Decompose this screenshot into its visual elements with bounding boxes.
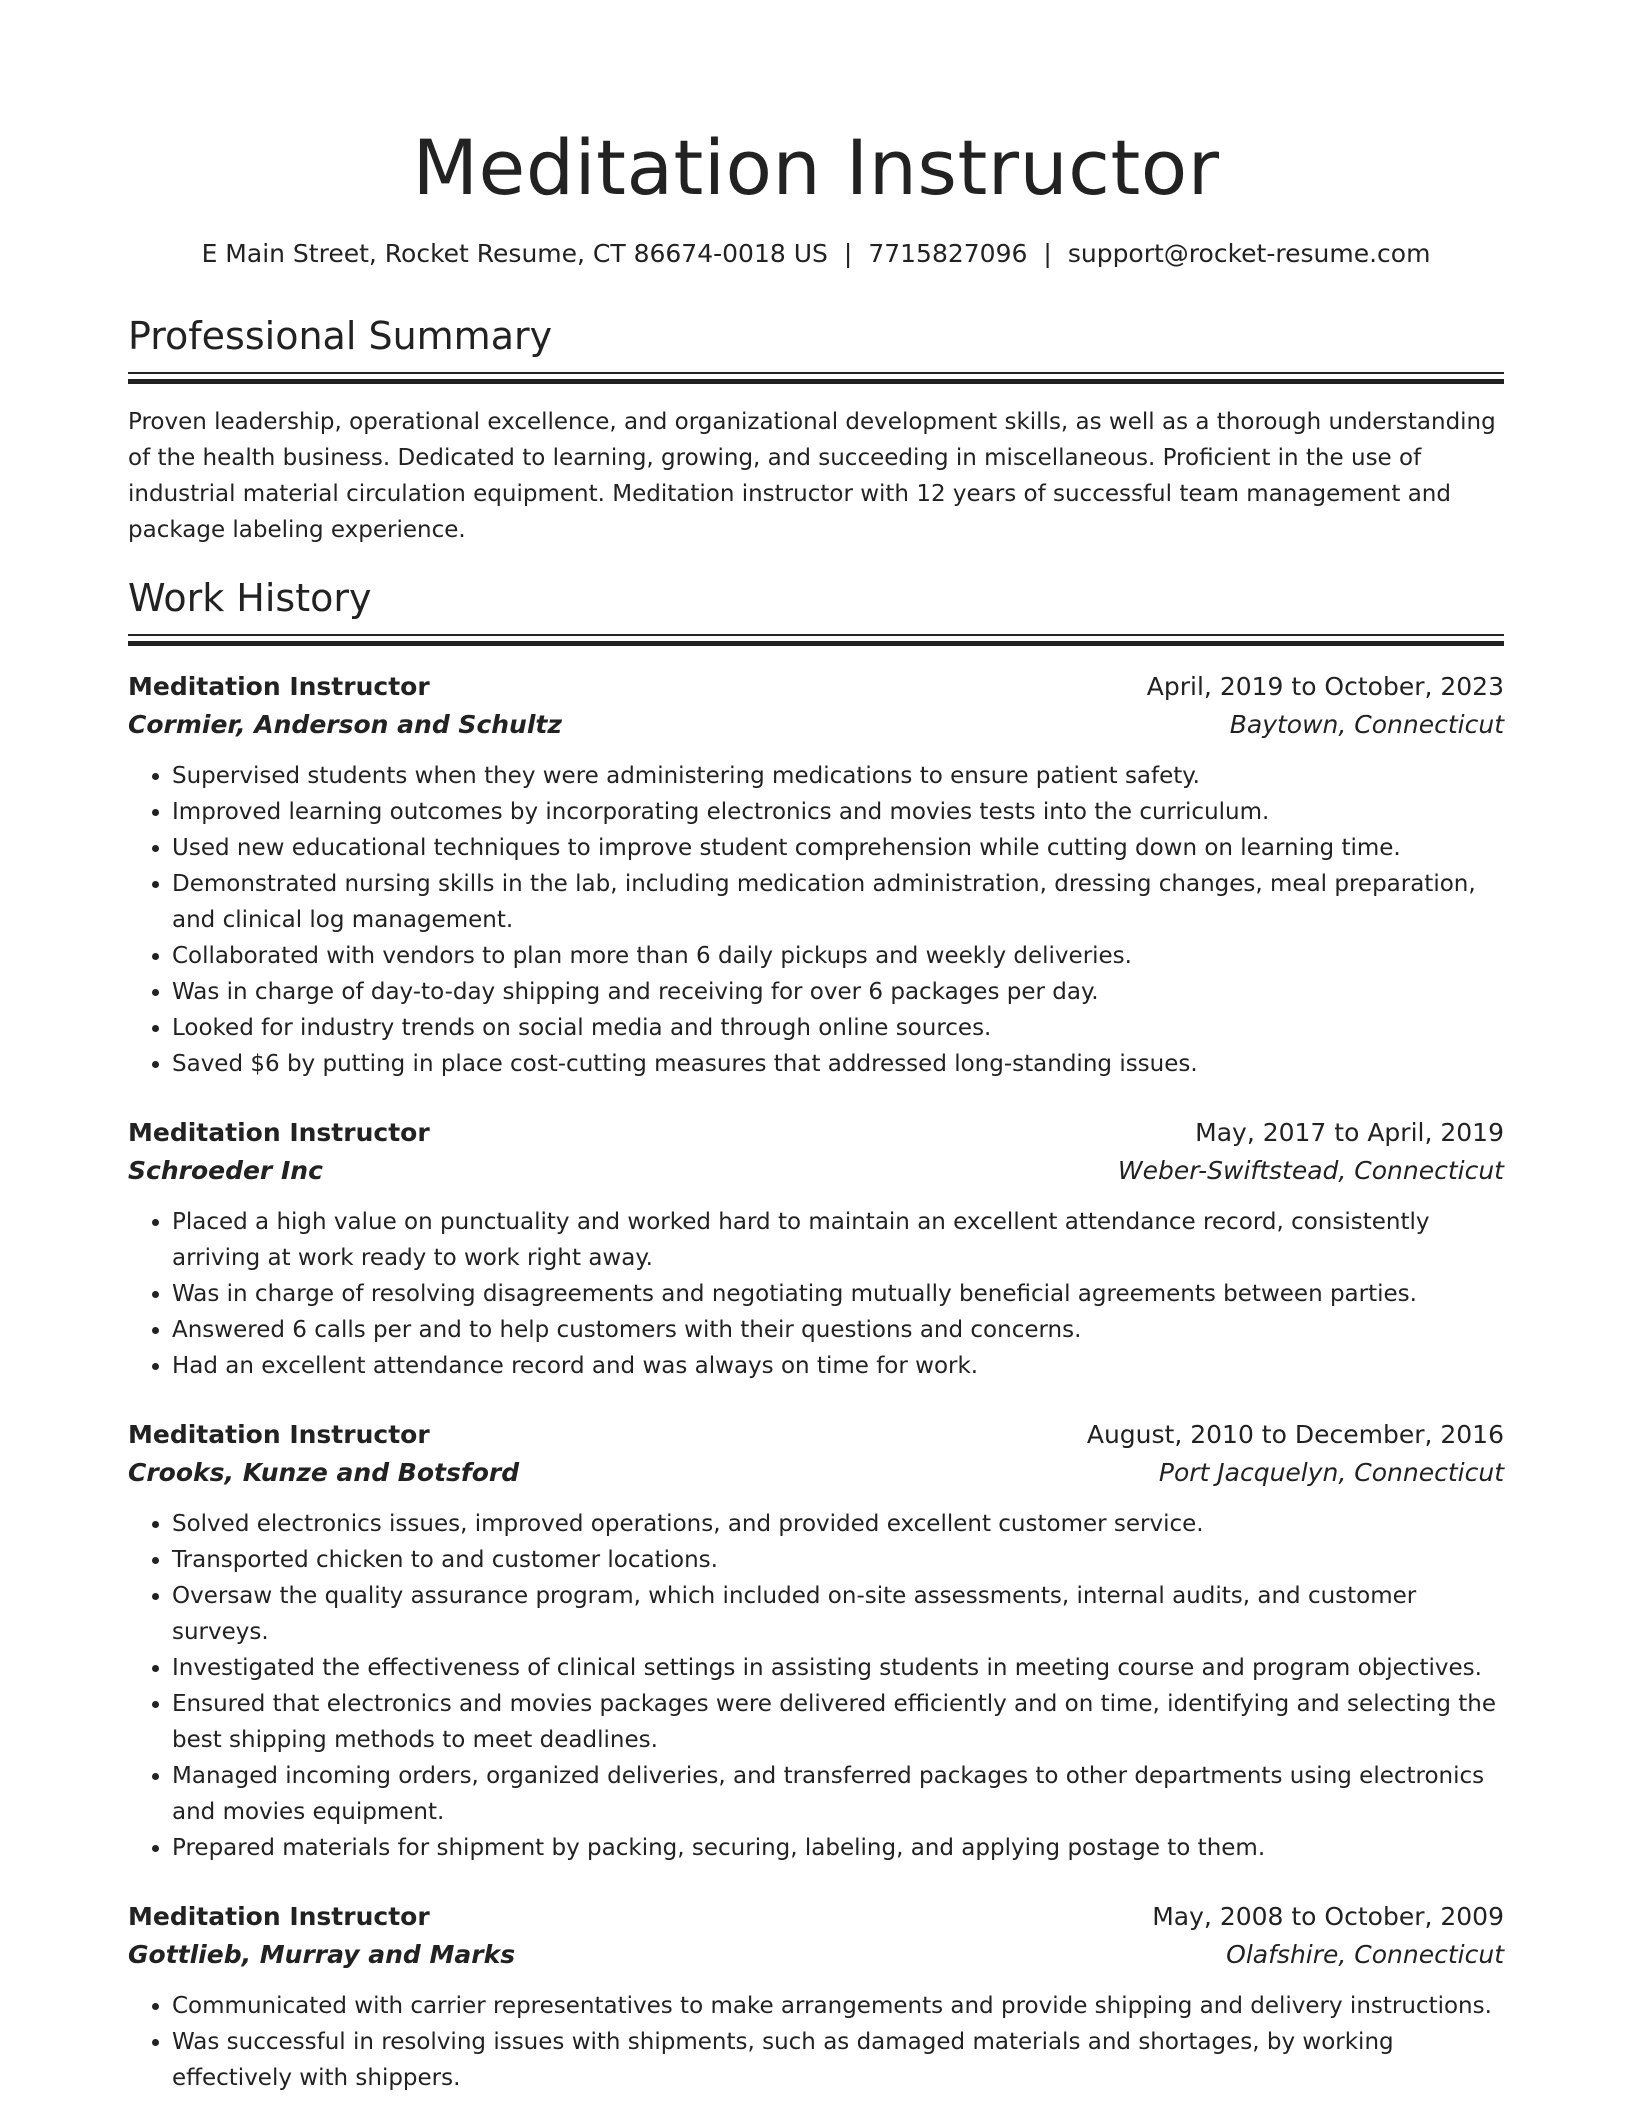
- contact-separator: |: [843, 239, 853, 268]
- list-item: • Ensured that electronics and movies packages were delivered efficiently and on time, identifying and selecting the best shipping methods to meet deadlines.: [172, 1686, 1504, 1758]
- job-bullets: [128, 1204, 1504, 1384]
- job-dates: May, 2017 to April, 2019: [1195, 1118, 1504, 1147]
- job-company: Crooks, Kunze and Botsford: [128, 1458, 520, 1487]
- list-item: • Solved electronics issues, improved operations, and provided excellent customer service.: [172, 1506, 1504, 1542]
- list-item: • Investigated the effectiveness of clinical settings in assisting students in meeting course and program objectives.: [172, 1650, 1504, 1686]
- contact-address: E Main Street, Rocket Resume, CT 86674-0018 US: [201, 239, 828, 268]
- job-title: Meditation Instructor: [128, 1420, 430, 1449]
- job-title: Meditation Instructor: [128, 1118, 430, 1147]
- list-item: • Managed incoming orders, organized deliveries, and transferred packages to other departments using electronics and movies equipment.: [172, 1758, 1504, 1830]
- job-dates: August, 2010 to December, 2016: [1086, 1420, 1504, 1449]
- job-entry: [128, 1898, 1504, 2096]
- section-divider: [128, 372, 1504, 386]
- list-item: • Was successful in resolving issues with shipments, such as damaged materials and shortages, by working effectively with shippers.: [172, 2024, 1504, 2096]
- contact-phone: 7715827096: [868, 239, 1028, 268]
- job-company-row: [128, 1936, 1504, 1974]
- job-header-row: [128, 668, 1504, 706]
- job-company: Gottlieb, Murray and Marks: [128, 1940, 516, 1969]
- job-company: Cormier, Anderson and Schultz: [128, 710, 562, 739]
- resume-name: Meditation Instructor: [412, 123, 1220, 212]
- job-entry: [128, 1416, 1504, 1866]
- contact-email: support@rocket-resume.com: [1067, 239, 1431, 268]
- section-title-work-history: Work History: [128, 576, 372, 620]
- list-item: • Answered 6 calls per and to help customers with their questions and concerns.: [172, 1312, 1504, 1348]
- job-location: Baytown, Connecticut: [1229, 710, 1504, 739]
- list-item: • Oversaw the quality assurance program, which included on-site assessments, internal audits, and customer surveys.: [172, 1578, 1504, 1650]
- job-company-row: [128, 1454, 1504, 1492]
- job-bullets: [128, 1988, 1504, 2096]
- job-company-row: [128, 706, 1504, 744]
- list-item: • Saved $6 by putting in place cost-cutting measures that addressed long-standing issues.: [172, 1046, 1504, 1082]
- resume-page: [128, 0, 1504, 2096]
- job-location: Port Jacquelyn, Connecticut: [1158, 1458, 1504, 1487]
- job-entry: [128, 668, 1504, 1082]
- list-item: • Prepared materials for shipment by packing, securing, labeling, and applying postage to them.: [172, 1830, 1504, 1866]
- list-item: • Used new educational techniques to improve student comprehension while cutting down on learning time.: [172, 830, 1504, 866]
- list-item: • Communicated with carrier representatives to make arrangements and provide shipping and delivery instructions.: [172, 1988, 1504, 2024]
- work-history-list: [128, 668, 1504, 2096]
- job-company: Schroeder Inc: [128, 1156, 323, 1185]
- list-item: • Had an excellent attendance record and was always on time for work.: [172, 1348, 1504, 1384]
- job-header-row: [128, 1114, 1504, 1152]
- list-item: • Was in charge of day-to-day shipping and receiving for over 6 packages per day.: [172, 974, 1504, 1010]
- list-item: • Looked for industry trends on social media and through online sources.: [172, 1010, 1504, 1046]
- list-item: • Supervised students when they were administering medications to ensure patient safety.: [172, 758, 1504, 794]
- list-item: • Demonstrated nursing skills in the lab, including medication administration, dressing changes, meal preparation, and clinical log management.: [172, 866, 1504, 938]
- job-bullets: [128, 758, 1504, 1082]
- list-item: • Was in charge of resolving disagreements and negotiating mutually beneficial agreements between parties.: [172, 1276, 1504, 1312]
- list-item: • Placed a high value on punctuality and worked hard to maintain an excellent attendance record, consistently arriving at work ready to work right away.: [172, 1204, 1504, 1276]
- list-item: • Collaborated with vendors to plan more than 6 daily pickups and weekly deliveries.: [172, 938, 1504, 974]
- section-title-summary: Professional Summary: [128, 314, 553, 358]
- list-item: • Improved learning outcomes by incorporating electronics and movies tests into the curriculum.: [172, 794, 1504, 830]
- job-title: Meditation Instructor: [128, 1902, 430, 1931]
- job-location: Olafshire, Connecticut: [1226, 1940, 1504, 1969]
- job-header-row: [128, 1898, 1504, 1936]
- job-dates: May, 2008 to October, 2009: [1152, 1902, 1504, 1931]
- job-dates: April, 2019 to October, 2023: [1146, 672, 1504, 701]
- job-location: Weber-Swiftstead, Connecticut: [1117, 1156, 1504, 1185]
- section-divider: [128, 634, 1504, 648]
- job-header-row: [128, 1416, 1504, 1454]
- contact-separator: |: [1043, 239, 1052, 268]
- job-entry: [128, 1114, 1504, 1384]
- list-item: • Transported chicken to and customer locations.: [172, 1542, 1504, 1578]
- job-bullets: [128, 1506, 1504, 1866]
- job-title: Meditation Instructor: [128, 672, 430, 701]
- summary-text: Proven leadership, operational excellence, and organizational development skills, as well as a thorough understanding of the health business. Dedicated to learning, growing, and succeeding in miscellaneous. Proficient in the use of industrial material circulation equipment. Meditation instructor with 12 years of successful team management and package labeling experience.: [128, 409, 1496, 543]
- contact-line: [128, 238, 1504, 270]
- job-company-row: [128, 1152, 1504, 1190]
